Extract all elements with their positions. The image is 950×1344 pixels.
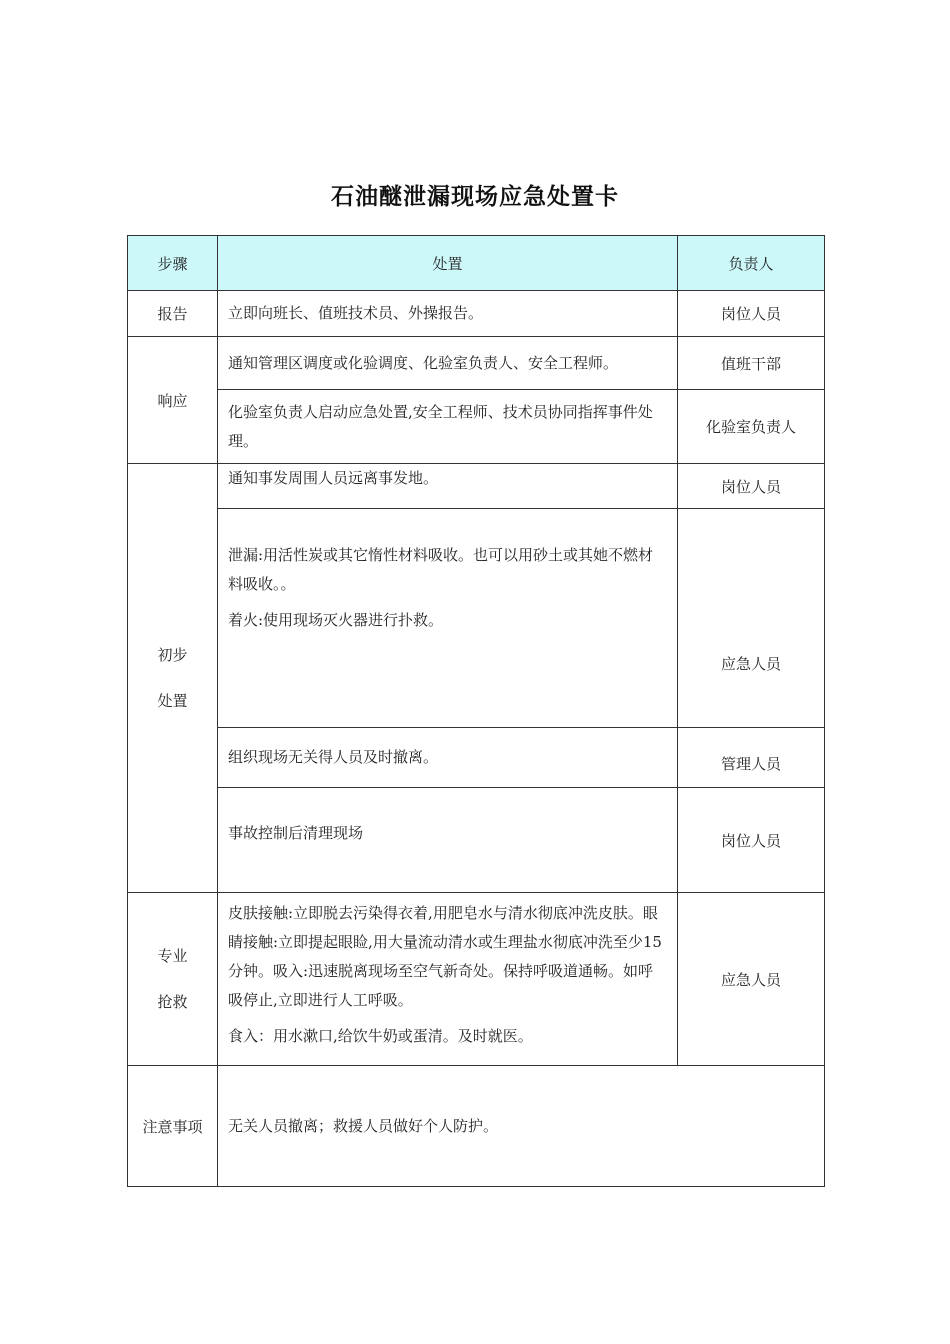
action-initial-4: 事故控制后清理现场 — [218, 788, 678, 893]
step-response: 响应 — [128, 337, 218, 464]
responsible-rescue: 应急人员 — [678, 893, 825, 1066]
action-initial-leak: 泄漏:用活性炭或其它惰性材料吸收。也可以用砂土或其她不燃材料吸收。。 — [228, 546, 654, 593]
table-row — [128, 464, 825, 509]
header-row — [128, 236, 825, 291]
action-response-2: 化验室负责人启动应急处置,安全工程师、技术员协同指挥事件处理。 — [218, 390, 678, 464]
responsible-initial-1: 岗位人员 — [678, 464, 825, 509]
step-initial-line2: 处置 — [157, 692, 188, 710]
page-title: 石油醚泄漏现场应急处置卡 — [331, 184, 619, 210]
responsible-response-1: 值班干部 — [678, 337, 825, 390]
action-response-1: 通知管理区调度或化验调度、化验室负责人、安全工程师。 — [218, 337, 678, 390]
action-initial-3: 组织现场无关得人员及时撤离。 — [218, 728, 678, 788]
header-step: 步骤 — [128, 236, 218, 291]
step-initial — [128, 464, 218, 893]
header-action: 处置 — [218, 236, 678, 291]
action-rescue-main: 皮肤接触:立即脱去污染得衣着,用肥皂水与清水彻底冲洗皮肤。眼睛接触:立即提起眼睑,用大量流动清水或生理盐水彻底冲洗至少15分钟。吸入:迅速脱离现场至空气新奇处。保持呼吸道通畅。如呼吸停止,立即进行人工呼吸。 — [228, 904, 662, 1009]
table-row — [128, 291, 825, 337]
table-row — [128, 509, 825, 728]
action-rescue — [218, 893, 678, 1066]
responsible-response-2: 化验室负责人 — [678, 390, 825, 464]
step-report: 报告 — [128, 291, 218, 337]
action-notes: 无关人员撤离；救援人员做好个人防护。 — [218, 1066, 825, 1187]
table-row — [128, 893, 825, 1066]
step-initial-line1: 初步 — [157, 646, 188, 664]
responsible-initial-4: 岗位人员 — [678, 788, 825, 893]
step-rescue — [128, 893, 218, 1066]
table-row — [128, 390, 825, 464]
table-row — [128, 788, 825, 893]
action-initial-fire: 着火:使用现场灭火器进行扑救。 — [228, 611, 444, 629]
action-initial-1: 通知事发周围人员远离事发地。 — [218, 464, 678, 509]
action-initial-2 — [218, 509, 678, 728]
responsible-report: 岗位人员 — [678, 291, 825, 337]
action-rescue-food: 食入：用水漱口,给饮牛奶或蛋清。及时就医。 — [228, 1027, 533, 1045]
emergency-card-table — [127, 235, 825, 1187]
responsible-initial-3: 管理人员 — [678, 728, 825, 788]
table-row — [128, 337, 825, 390]
step-rescue-line1: 专业 — [157, 947, 188, 965]
step-notes: 注意事项 — [128, 1066, 218, 1187]
header-responsible: 负责人 — [678, 236, 825, 291]
table-row — [128, 1066, 825, 1187]
table-row — [128, 728, 825, 788]
responsible-initial-2: 应急人员 — [678, 509, 825, 728]
action-report: 立即向班长、值班技术员、外操报告。 — [218, 291, 678, 337]
step-rescue-line2: 抢救 — [157, 993, 188, 1011]
